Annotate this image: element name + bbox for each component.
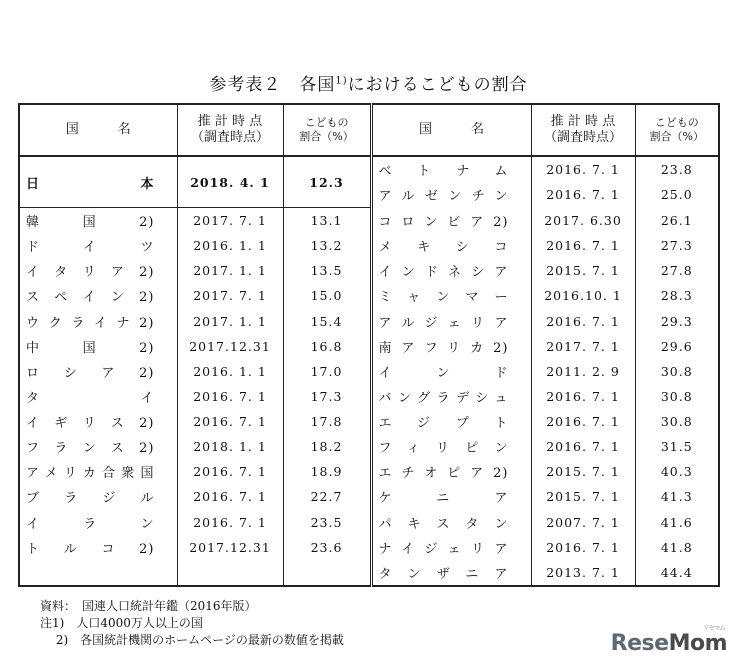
- children-ratio: 25.0: [660, 187, 693, 203]
- country-name: 日本: [19, 156, 177, 207]
- table-row: [19, 409, 719, 434]
- estimate-date: 2017. 1. 1: [177, 309, 283, 334]
- estimate-date: 2016. 7. 1: [177, 510, 283, 535]
- estimate-date: 2011. 2. 9: [531, 359, 635, 384]
- children-ratio: 28.3: [660, 288, 693, 304]
- estimate-date: 2015. 7. 1: [531, 258, 635, 283]
- header-country-right: 国 名: [371, 104, 531, 156]
- children-ratio: 29.6: [660, 338, 693, 354]
- country-name: インドネシア: [371, 258, 531, 283]
- children-ratio: 18.2: [283, 434, 371, 459]
- country-name: フィリピン: [371, 434, 531, 459]
- estimate-date: 2016.10. 1: [531, 283, 635, 308]
- header-ratio-right: こどもの 割合（%）: [635, 104, 719, 156]
- note-2: 2) 各国統計機関のホームページの最新の数値を掲載: [40, 633, 344, 647]
- table-row: [19, 459, 719, 484]
- children-ratio: 30.8: [660, 363, 693, 379]
- table-row: [19, 434, 719, 459]
- estimate-date: 2017.12.31: [177, 334, 283, 359]
- table-row: [19, 208, 719, 234]
- table-row: [19, 156, 719, 182]
- estimate-date: 2016. 7. 1: [531, 233, 635, 258]
- country-name: メキシコ: [371, 233, 531, 258]
- estimate-date: 2017.12.31: [177, 535, 283, 560]
- header-date-right: 推 計 時 点 （調査時点）: [531, 104, 635, 156]
- children-ratio: 41.6: [660, 514, 693, 530]
- country-name: アルジェリア: [371, 309, 531, 334]
- children-ratio: 23.8: [660, 162, 693, 178]
- country-name: イタリア2): [19, 258, 177, 283]
- country-name: イギリス2): [19, 409, 177, 434]
- children-ratio: 13.1: [283, 208, 371, 234]
- estimate-date: 2016. 7. 1: [177, 459, 283, 484]
- country-name: ロシア2): [19, 359, 177, 384]
- children-ratio: 31.5: [660, 439, 693, 455]
- country-name: アルゼンチン: [371, 182, 531, 207]
- country-name: 南アフリカ2): [371, 334, 531, 359]
- note-1: 注1) 人口4000万人以上の国: [40, 616, 203, 630]
- estimate-date: 2016. 7. 1: [531, 384, 635, 409]
- table-row: [19, 560, 719, 586]
- estimate-date: 2016. 7. 1: [531, 156, 635, 182]
- table-row: [19, 309, 719, 334]
- estimate-date: 2017. 7. 1: [177, 208, 283, 234]
- estimate-date: 2018. 4. 1: [177, 156, 283, 207]
- children-ratio-table: [18, 103, 720, 587]
- country-name: タンザニア: [371, 560, 531, 586]
- country-name: インド: [371, 359, 531, 384]
- children-ratio: 23.6: [283, 535, 371, 560]
- children-ratio: 40.3: [660, 464, 693, 480]
- header-date-left: 推 計 時 点 （調査時点）: [177, 104, 283, 156]
- children-ratio: 30.8: [660, 414, 693, 430]
- estimate-date: 2013. 7. 1: [531, 560, 635, 586]
- estimate-date: 2016. 1. 1: [177, 233, 283, 258]
- country-name: ベトナム: [371, 156, 531, 182]
- country-name: 韓国2): [19, 208, 177, 234]
- estimate-date: 2017. 7. 1: [531, 334, 635, 359]
- empty-cell: [177, 560, 283, 586]
- country-name: ウクライナ2): [19, 309, 177, 334]
- table-row: [19, 359, 719, 384]
- estimate-date: 2016. 7. 1: [531, 409, 635, 434]
- header-ratio-left: こどもの 割合（%）: [283, 104, 371, 156]
- country-name: パキスタン: [371, 510, 531, 535]
- estimate-date: 2016. 1. 1: [177, 359, 283, 384]
- children-ratio: 18.9: [283, 459, 371, 484]
- table-row: [19, 484, 719, 509]
- country-name: コロンビア2): [371, 208, 531, 234]
- country-name: イラン: [19, 510, 177, 535]
- estimate-date: 2016. 7. 1: [531, 535, 635, 560]
- children-ratio: 12.3: [283, 156, 371, 207]
- children-ratio: 41.8: [660, 539, 693, 555]
- children-ratio: 16.8: [283, 334, 371, 359]
- country-name: エチオピア2): [371, 459, 531, 484]
- country-name: ミャンマー: [371, 283, 531, 308]
- country-name: フランス2): [19, 434, 177, 459]
- table-row: [19, 384, 719, 409]
- children-ratio: 13.2: [283, 233, 371, 258]
- estimate-date: 2016. 7. 1: [177, 409, 283, 434]
- estimate-date: 2016. 7. 1: [531, 309, 635, 334]
- resemom-logo: リセマム ReseMom: [610, 625, 727, 656]
- country-name: タイ: [19, 384, 177, 409]
- country-name: バングラデシュ: [371, 384, 531, 409]
- empty-cell: [283, 560, 371, 586]
- source-note: 資料： 国連人口統計年鑑（2016年版）: [40, 599, 257, 613]
- country-name: アメリカ合衆国: [19, 459, 177, 484]
- table-row: [19, 233, 719, 258]
- country-name: トルコ2): [19, 535, 177, 560]
- empty-cell: [19, 560, 177, 586]
- estimate-date: 2007. 7. 1: [531, 510, 635, 535]
- estimate-date: 2016. 7. 1: [177, 384, 283, 409]
- country-name: エジプト: [371, 409, 531, 434]
- estimate-date: 2017. 1. 1: [177, 258, 283, 283]
- country-name: ケニア: [371, 484, 531, 509]
- children-ratio: 17.8: [283, 409, 371, 434]
- children-ratio: 27.8: [660, 263, 693, 279]
- children-ratio: 17.0: [283, 359, 371, 384]
- children-ratio: 29.3: [660, 313, 693, 329]
- country-name: ドイツ: [19, 233, 177, 258]
- estimate-date: 2016. 7. 1: [531, 434, 635, 459]
- estimate-date: 2018. 1. 1: [177, 434, 283, 459]
- table-title: 参考表２ 各国$^{1)}$におけるこどもの割合: [209, 75, 528, 95]
- children-ratio: 13.5: [283, 258, 371, 283]
- children-ratio: 44.4: [660, 564, 693, 580]
- estimate-date: 2015. 7. 1: [531, 459, 635, 484]
- estimate-date: 2017. 7. 1: [177, 283, 283, 308]
- country-name: ブラジル: [19, 484, 177, 509]
- children-ratio: 22.7: [283, 484, 371, 509]
- estimate-date: 2016. 7. 1: [531, 182, 635, 207]
- country-name: 中国2): [19, 334, 177, 359]
- footnotes: [40, 598, 344, 649]
- table-row: [19, 510, 719, 535]
- children-ratio: 17.3: [283, 384, 371, 409]
- children-ratio: 27.3: [660, 238, 693, 254]
- estimate-date: 2015. 7. 1: [531, 484, 635, 509]
- header-country-left: 国 名: [19, 104, 177, 156]
- country-name: スペイン2): [19, 283, 177, 308]
- estimate-date: 2017. 6.30: [531, 208, 635, 234]
- table-row: [19, 258, 719, 283]
- children-ratio: 26.1: [660, 212, 693, 228]
- table-header-row: [19, 104, 719, 156]
- children-ratio: 23.5: [283, 510, 371, 535]
- table-row: [19, 283, 719, 308]
- country-name: ナイジェリア: [371, 535, 531, 560]
- children-ratio: 30.8: [660, 388, 693, 404]
- estimate-date: 2016. 7. 1: [177, 484, 283, 509]
- children-ratio: 41.3: [660, 489, 693, 505]
- children-ratio: 15.4: [283, 309, 371, 334]
- children-ratio: 15.0: [283, 283, 371, 308]
- table-row: [19, 535, 719, 560]
- table-row: [19, 334, 719, 359]
